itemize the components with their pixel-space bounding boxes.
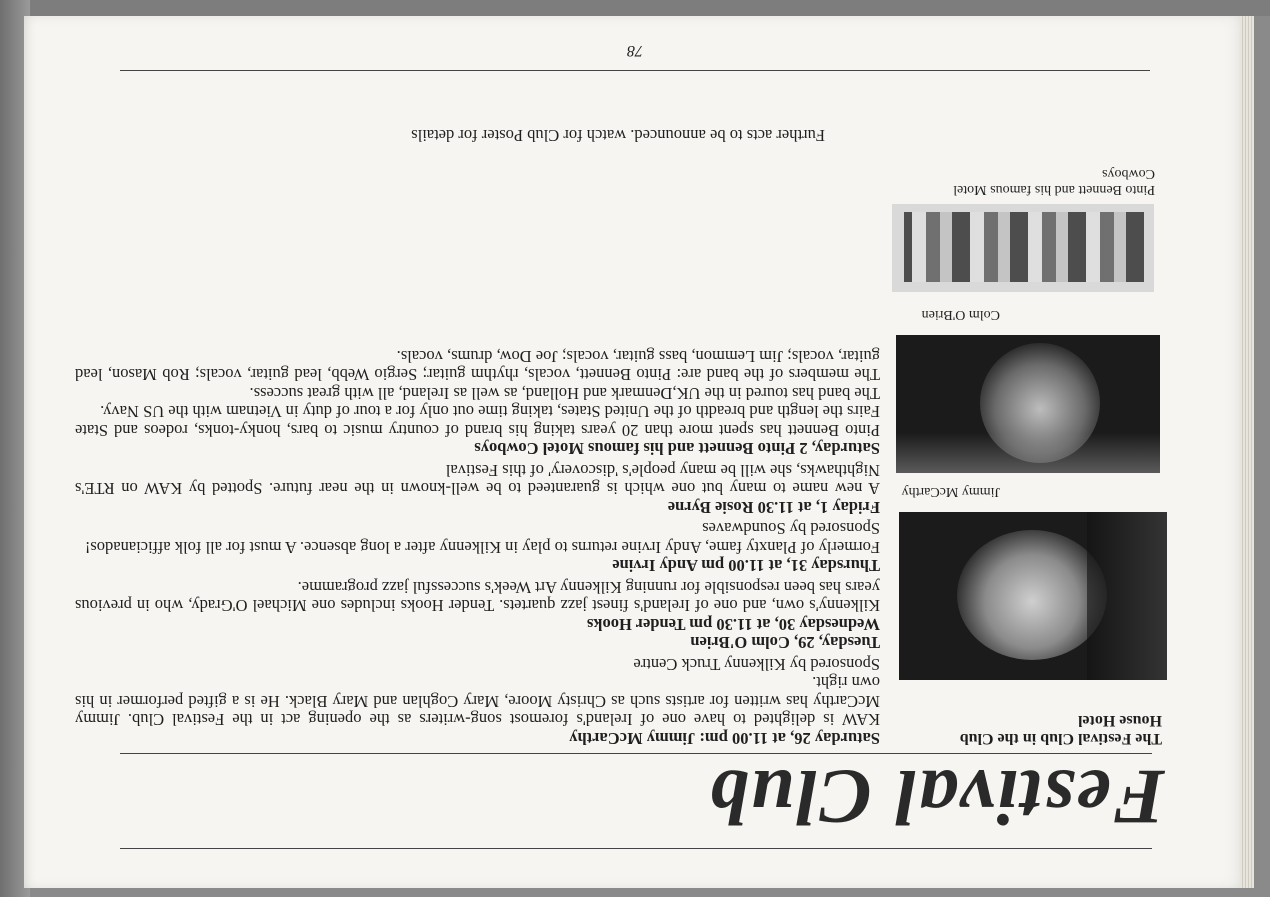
page-number: 78 — [627, 42, 643, 59]
footer-note: Further acts to be announced. watch for Club Poster for details — [411, 126, 825, 145]
entry-heading: Tuesday, 29, Colm O'Brien — [690, 633, 880, 653]
caption-photo2: Colm O'Brien — [921, 307, 1000, 322]
entry-heading: Saturday 26, at 11.00 pm: Jimmy McCarthy — [569, 729, 880, 748]
entry-paragraph: The band has toured in the UK,Denmark and Holland, as well as Ireland, all with great success. — [249, 384, 880, 403]
photo-pinto-bennett-band — [892, 204, 1154, 292]
entry-heading: Friday 1, at 11.30 Rosie Byrne — [667, 498, 880, 517]
entry-sponsor: Sponsored by Soundwaves — [702, 519, 880, 539]
page-title: Festival Club — [707, 754, 1165, 841]
entry-body: Pinto Bennett has spent more than 20 years taking his brand of country music to bars, honky-tonks, rodeos and State Fairs the length and breadth of the United States, taking time out only for a tour of duty in Vietnam with the US Navy. — [75, 402, 880, 440]
entry-body: Formerly of Planxty fame, Andy Irvine returns to play in Kilkenny after a long absence. A must for all folk afficianados! — [84, 538, 880, 557]
entry-paragraph: The members of the band are: Pinto Bennett, vocals, rhythm guitar; Sergio Webb, lead guitar, vocals; Rob Mason, lead guitar, vocals; Jim Lemmon, bass guitar, vocals; Joe Dow, drums, vocals. — [75, 347, 880, 385]
title-rule-top — [120, 848, 1152, 849]
entry-sponsor: Sponsored by Kilkenny Truck Centre — [633, 655, 880, 674]
title-rule-bottom — [120, 753, 1152, 754]
event-listing — [75, 347, 880, 748]
caption-photo1: Jimmy McCarthy — [901, 484, 1000, 499]
photo-colm-obrien — [896, 335, 1160, 473]
header-rule — [120, 70, 1150, 71]
entry-heading: Saturday, 2 Pinto Bennett and his famous Motel Cowboys — [474, 439, 880, 459]
caption-photo3: Pinto Bennett and his famous Motel Cowboys — [953, 166, 1155, 197]
entry-heading: Thursday 31, at 11.00 pm Andy Irvine — [612, 556, 880, 576]
sidebar-heading: The Festival Club in the Club House Hotel — [959, 712, 1162, 747]
entry-body: Kilkenny's own, and one of Ireland's finest jazz quartets. Tender Hooks includes one Michael O'Grady, who in previous years has been responsible for running Kilkenny Art Week's successful jazz programme. — [75, 578, 880, 616]
entry-heading: Wednesday 30, at 11.30 pm Tender Hooks — [586, 615, 880, 634]
entry-body: A new name to many but one which is guaranteed to be well-known in the near future. Spotted by KAW on RTE's Nighthawks, she will be many people's 'discovery' of this Festival — [75, 461, 880, 499]
photo-jimmy-mccarthy — [899, 512, 1167, 680]
entry-body: KAW is delighted to have one of Ireland's foremost song-writers as the opening act in the Festival Club. Jimmy McCarthy has written for artists such as Christy Moore, Mary Coghlan and Mary Black. He is a gifted performer in his own right. — [75, 673, 880, 730]
